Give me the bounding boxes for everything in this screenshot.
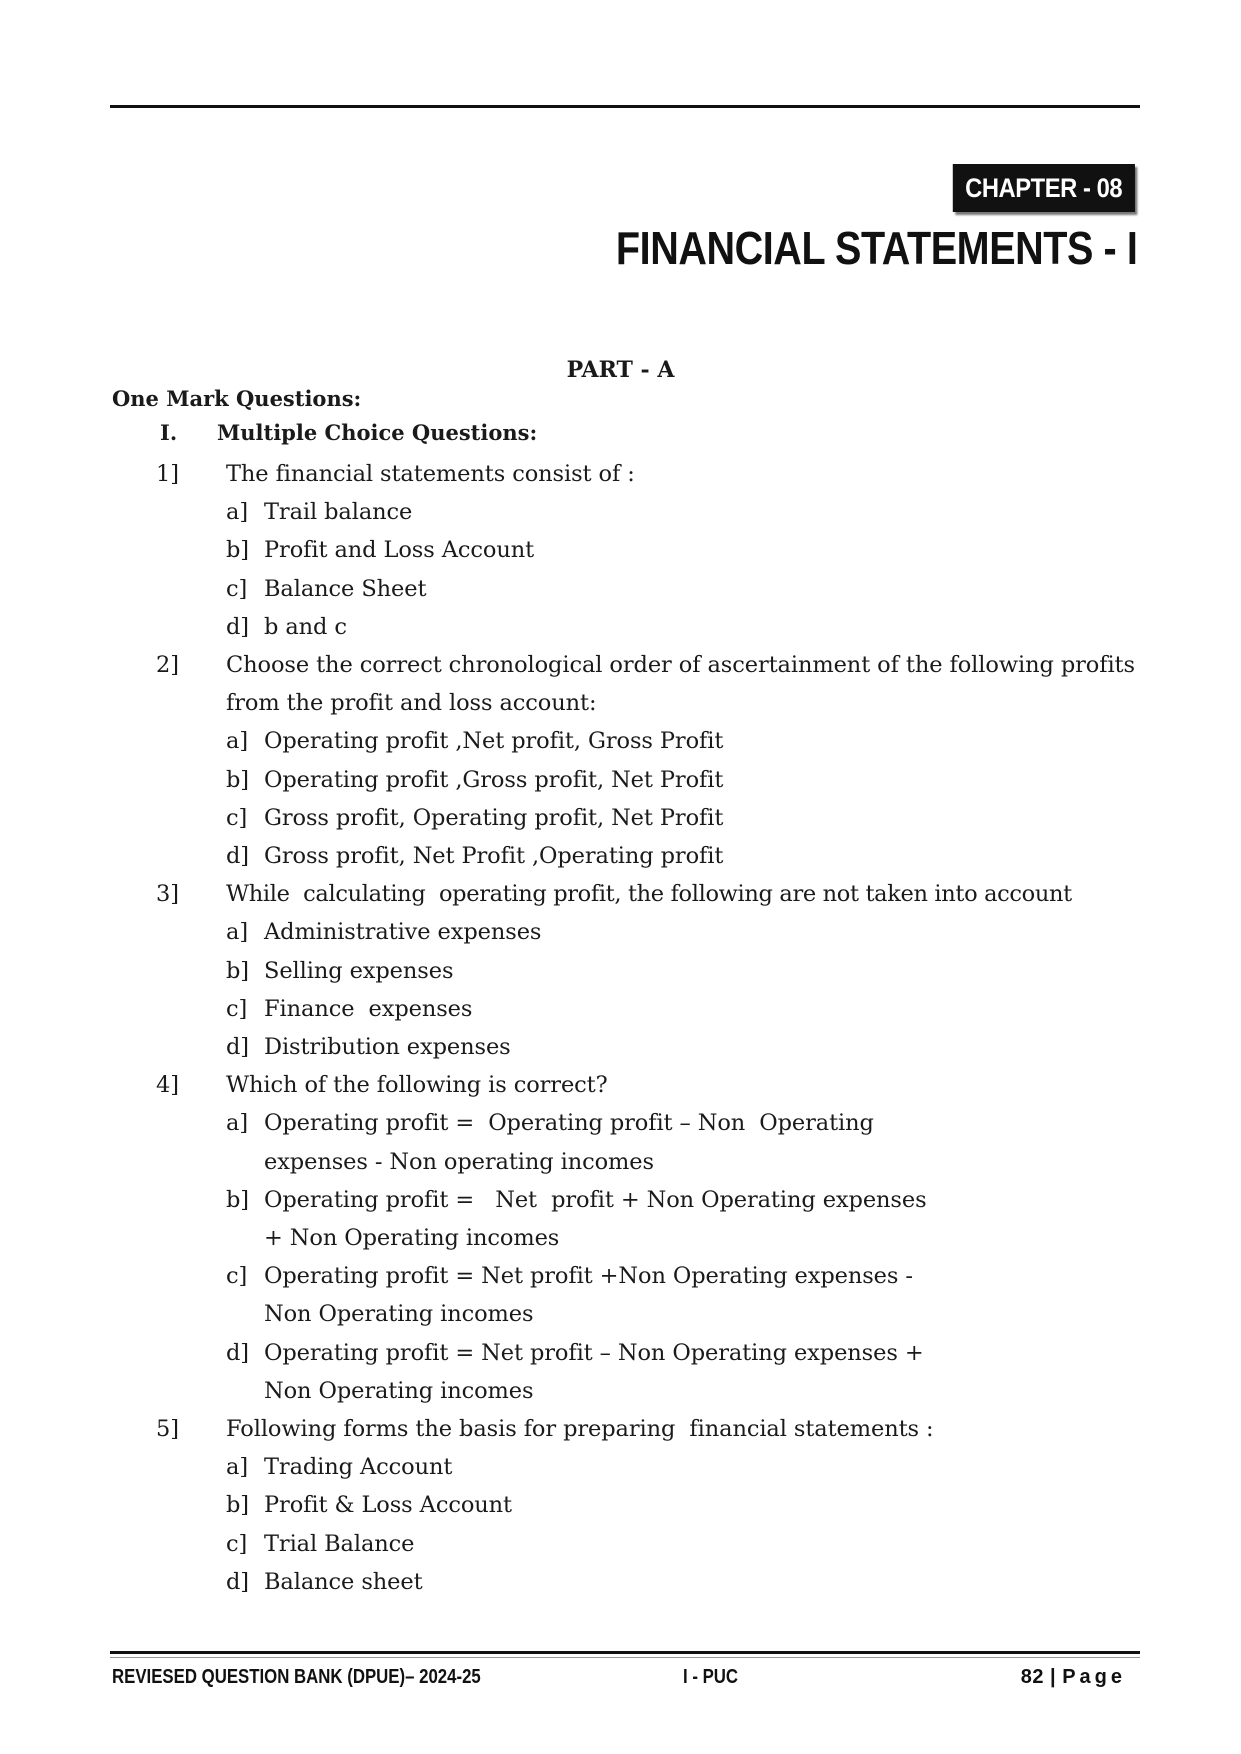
option-text: Trail balance	[264, 499, 413, 526]
option-letter: a]	[226, 1454, 248, 1481]
option	[226, 913, 1146, 951]
option	[226, 1486, 1146, 1524]
page-number-label	[1021, 1660, 1126, 1694]
option-text: Balance Sheet	[264, 575, 427, 602]
option-letter: a]	[226, 1110, 248, 1137]
option-text: Operating profit = Net profit + Non Operating expenses + Non Operating incomes	[264, 1186, 934, 1252]
question-5	[156, 1410, 1146, 1601]
option	[226, 493, 1146, 531]
option-text: Operating profit = Operating profit – Non Operating expenses - Non operating incomes	[264, 1110, 881, 1175]
option-letter: c]	[226, 1530, 248, 1557]
option-text: Trial Balance	[264, 1530, 415, 1557]
option-text: Operating profit ,Gross profit, Net Profit	[264, 766, 724, 793]
question-2	[156, 646, 1146, 875]
option	[226, 952, 1146, 990]
option	[226, 570, 1146, 608]
subsection-title: Multiple Choice Questions:	[217, 420, 538, 445]
option-text: Profit & Loss Account	[264, 1492, 512, 1519]
option	[226, 1028, 1146, 1066]
option-letter: d]	[226, 1034, 249, 1061]
option-letter: a]	[226, 919, 248, 946]
page-number: 82	[1020, 1666, 1044, 1688]
option-letter: a]	[226, 499, 248, 526]
question-number: 2]	[156, 652, 179, 679]
option-letter: a]	[226, 728, 248, 755]
option	[226, 722, 1146, 760]
option-text: b and c	[264, 613, 347, 640]
option	[226, 1525, 1146, 1563]
option	[226, 608, 1146, 646]
option-letter: c]	[226, 575, 248, 602]
question-text: The financial statements consist of :	[226, 461, 635, 487]
option	[226, 531, 1146, 569]
option-letter: c]	[226, 995, 248, 1022]
question-number: 1]	[156, 461, 179, 487]
option-text: Gross profit, Operating profit, Net Profit	[264, 804, 724, 831]
option-letter: b]	[226, 1186, 249, 1213]
option-letter: d]	[226, 1339, 249, 1366]
option-letter: b]	[226, 1492, 249, 1519]
option-letter: c]	[226, 1263, 248, 1290]
option-letter: b]	[226, 957, 249, 984]
question-text: Which of the following is correct?	[226, 1072, 608, 1099]
option-text: Operating profit = Net profit – Non Operating expenses + Non Operating incomes	[264, 1339, 931, 1404]
part-title: PART - A	[566, 357, 675, 383]
question-4	[156, 1066, 1146, 1410]
option-text: Operating profit ,Net profit, Gross Profit	[264, 728, 724, 755]
option	[226, 1563, 1146, 1601]
option-text: Balance sheet	[264, 1568, 423, 1595]
option-letter: d]	[226, 1568, 249, 1595]
option-text: Distribution expenses	[264, 1034, 511, 1061]
option-text: Operating profit = Net profit +Non Operating expenses - Non Operating incomes	[264, 1263, 920, 1328]
option	[226, 799, 1146, 837]
question-text: Choose the correct chronological order of ascertainment of the following profits from the profit and loss account:	[226, 652, 1143, 717]
option	[226, 1104, 1026, 1180]
option	[226, 990, 1146, 1028]
question-list	[156, 455, 1146, 1601]
footer-rule	[110, 1651, 1140, 1654]
page-word: Page	[1062, 1666, 1126, 1688]
question-3	[156, 875, 1146, 1066]
chapter-badge: CHAPTER - 08	[953, 164, 1135, 212]
option-text: Selling expenses	[264, 957, 454, 984]
footer-center-text: I - PUC	[683, 1666, 739, 1688]
subsection-heading	[160, 418, 537, 448]
option	[226, 761, 1146, 799]
question-text: While calculating operating profit, the following are not taken into account	[226, 881, 1072, 908]
option-letter: b]	[226, 537, 249, 564]
option-text: Finance expenses	[264, 995, 473, 1022]
option-text: Trading Account	[264, 1454, 453, 1481]
option	[226, 1181, 1026, 1257]
section-title: One Mark Questions:	[112, 386, 362, 411]
question-1	[156, 455, 1146, 646]
option-text: Administrative expenses	[264, 919, 542, 946]
footer-left-text: REVIESED QUESTION BANK (DPUE)– 2024-25	[112, 1666, 481, 1688]
question-number: 4]	[156, 1072, 179, 1099]
option-letter: d]	[226, 843, 249, 870]
header-rule	[110, 105, 1140, 108]
option-letter: d]	[226, 613, 249, 640]
option-letter: b]	[226, 766, 249, 793]
option	[226, 1257, 1026, 1333]
option	[226, 1448, 1146, 1486]
chapter-title: FINANCIAL STATEMENTS - I	[615, 222, 1137, 274]
question-text: Following forms the basis for preparing financial statements :	[226, 1416, 934, 1443]
question-number: 5]	[156, 1416, 179, 1443]
option-text: Profit and Loss Account	[264, 537, 535, 564]
option	[226, 837, 1146, 875]
option-text: Gross profit, Net Profit ,Operating profit	[264, 843, 724, 870]
footer-rule-thin	[110, 1657, 1140, 1658]
option	[226, 1334, 1026, 1410]
subsection-numeral: I.	[160, 420, 178, 445]
page-separator: |	[1050, 1666, 1057, 1688]
question-number: 3]	[156, 881, 179, 908]
option-letter: c]	[226, 804, 248, 831]
